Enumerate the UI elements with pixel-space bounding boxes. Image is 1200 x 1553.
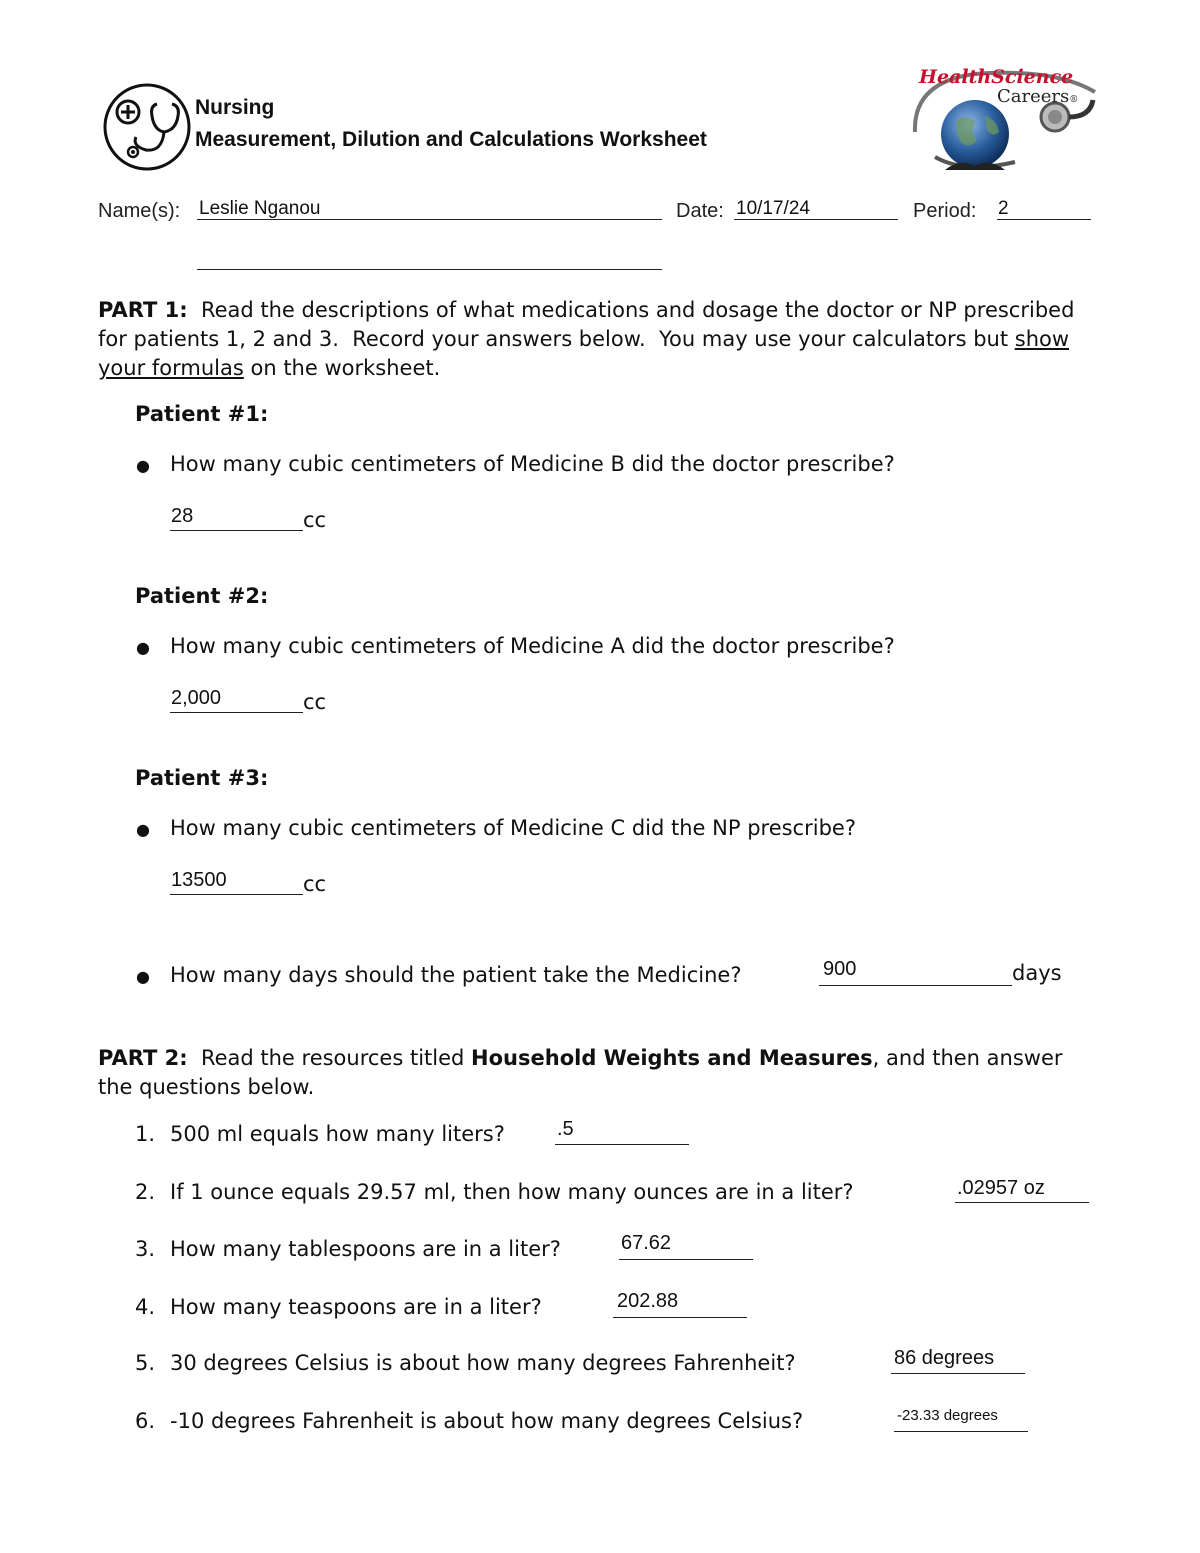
name-field-value[interactable]: Leslie Nganou [199,198,321,219]
patient-1-question: How many cubic centimeters of Medicine B did the doctor prescribe? [170,452,895,476]
question-4-answer-line[interactable] [613,1317,747,1318]
part1-heading: PART 1: [98,298,188,322]
question-6-number: 6. [135,1409,156,1433]
registered-mark: ® [1069,95,1079,105]
patient-3-label: Patient #3: [135,766,269,790]
period-label: Period: [913,200,977,222]
patient-1-answer[interactable]: 28 [171,505,194,527]
stethoscope-icon [102,82,192,172]
part2-intro-bold: Household Weights and Measures [471,1046,873,1070]
header-subject: Nursing [195,96,275,119]
part2-intro [98,1044,1098,1102]
question-6-text: -10 degrees Fahrenheit is about how many degrees Celsius? [170,1409,804,1433]
part1-intro-underlined: show your formulas [98,327,1070,380]
question-4-answer[interactable]: 202.88 [617,1290,679,1312]
bullet-icon: ● [136,820,150,839]
part2-heading: PART 2: [98,1046,188,1070]
bullet-icon: ● [136,638,150,657]
question-1-answer-line[interactable] [555,1144,689,1145]
question-2-text: If 1 ounce equals 29.57 ml, then how many ounces are in a liter? [170,1180,854,1204]
name-field-line-2[interactable] [197,269,662,270]
days-answer[interactable]: 900 [823,958,857,980]
logo-text-careers-word: Careers [997,86,1070,107]
patient-1-label: Patient #1: [135,402,269,426]
days-unit: days [1012,961,1062,985]
part1-intro-text-b: on the worksheet. [243,356,441,380]
question-3-answer-line[interactable] [619,1259,753,1260]
question-5-text: 30 degrees Celsius is about how many degrees Fahrenheit? [170,1351,796,1375]
patient-1-unit: cc [303,508,327,532]
question-2-answer[interactable]: .02957 oz [957,1177,1045,1199]
patient-2-answer-line[interactable] [170,712,303,713]
question-3-answer[interactable]: 67.62 [621,1232,672,1254]
question-1-answer[interactable]: .5 [557,1118,574,1140]
part2-intro-text-b: , and then answer the questions below. [98,1046,1063,1099]
patient-2-unit: cc [303,690,327,714]
name-label: Name(s): [98,200,181,222]
patient-2-label: Patient #2: [135,584,269,608]
question-5-answer[interactable]: 86 degrees [894,1347,995,1369]
patient-3-question: How many cubic centimeters of Medicine C did the NP prescribe? [170,816,856,840]
patient-3-unit: cc [303,872,327,896]
part1-intro [98,296,1098,383]
question-2-answer-line[interactable] [955,1202,1089,1203]
question-1-text: 500 ml equals how many liters? [170,1122,505,1146]
bullet-icon: ● [136,456,150,475]
patient-3-answer-line[interactable] [170,894,303,895]
part1-intro-text-a: Read the descriptions of what medications and dosage the doctor or NP prescribed for patients 1, 2 and 3. Record your answers below. You may use your calculators but [98,298,1082,351]
question-3-number: 3. [135,1237,156,1261]
date-label: Date: [676,200,724,222]
healthscience-careers-logo [905,62,1110,180]
question-1-number: 1. [135,1122,156,1146]
patient-2-question: How many cubic centimeters of Medicine A did the doctor prescribe? [170,634,895,658]
period-field-value[interactable]: 2 [998,198,1009,219]
logo-text-healthscience: HealthScience [919,66,1074,88]
question-4-number: 4. [135,1295,156,1319]
header-title: Measurement, Dilution and Calculations Worksheet [195,128,707,151]
nursing-logo [102,82,192,172]
question-3-text: How many tablespoons are in a liter? [170,1237,561,1261]
question-6-answer[interactable]: -23.33 degrees [897,1407,998,1424]
question-5-answer-line[interactable] [891,1373,1025,1374]
days-question: How many days should the patient take the Medicine? [170,963,742,987]
logo-text-careers [997,86,1078,107]
period-field-line[interactable] [997,219,1091,220]
patient-2-answer[interactable]: 2,000 [171,687,222,709]
date-field-value[interactable]: 10/17/24 [736,198,810,219]
question-4-text: How many teaspoons are in a liter? [170,1295,542,1319]
days-answer-line[interactable] [819,985,1012,986]
question-5-number: 5. [135,1351,156,1375]
question-2-number: 2. [135,1180,156,1204]
patient-3-answer[interactable]: 13500 [171,869,227,891]
question-6-answer-line[interactable] [894,1431,1028,1432]
bullet-icon: ● [136,967,150,986]
part2-intro-text-a: Read the resources titled [187,1046,472,1070]
patient-1-answer-line[interactable] [170,530,303,531]
